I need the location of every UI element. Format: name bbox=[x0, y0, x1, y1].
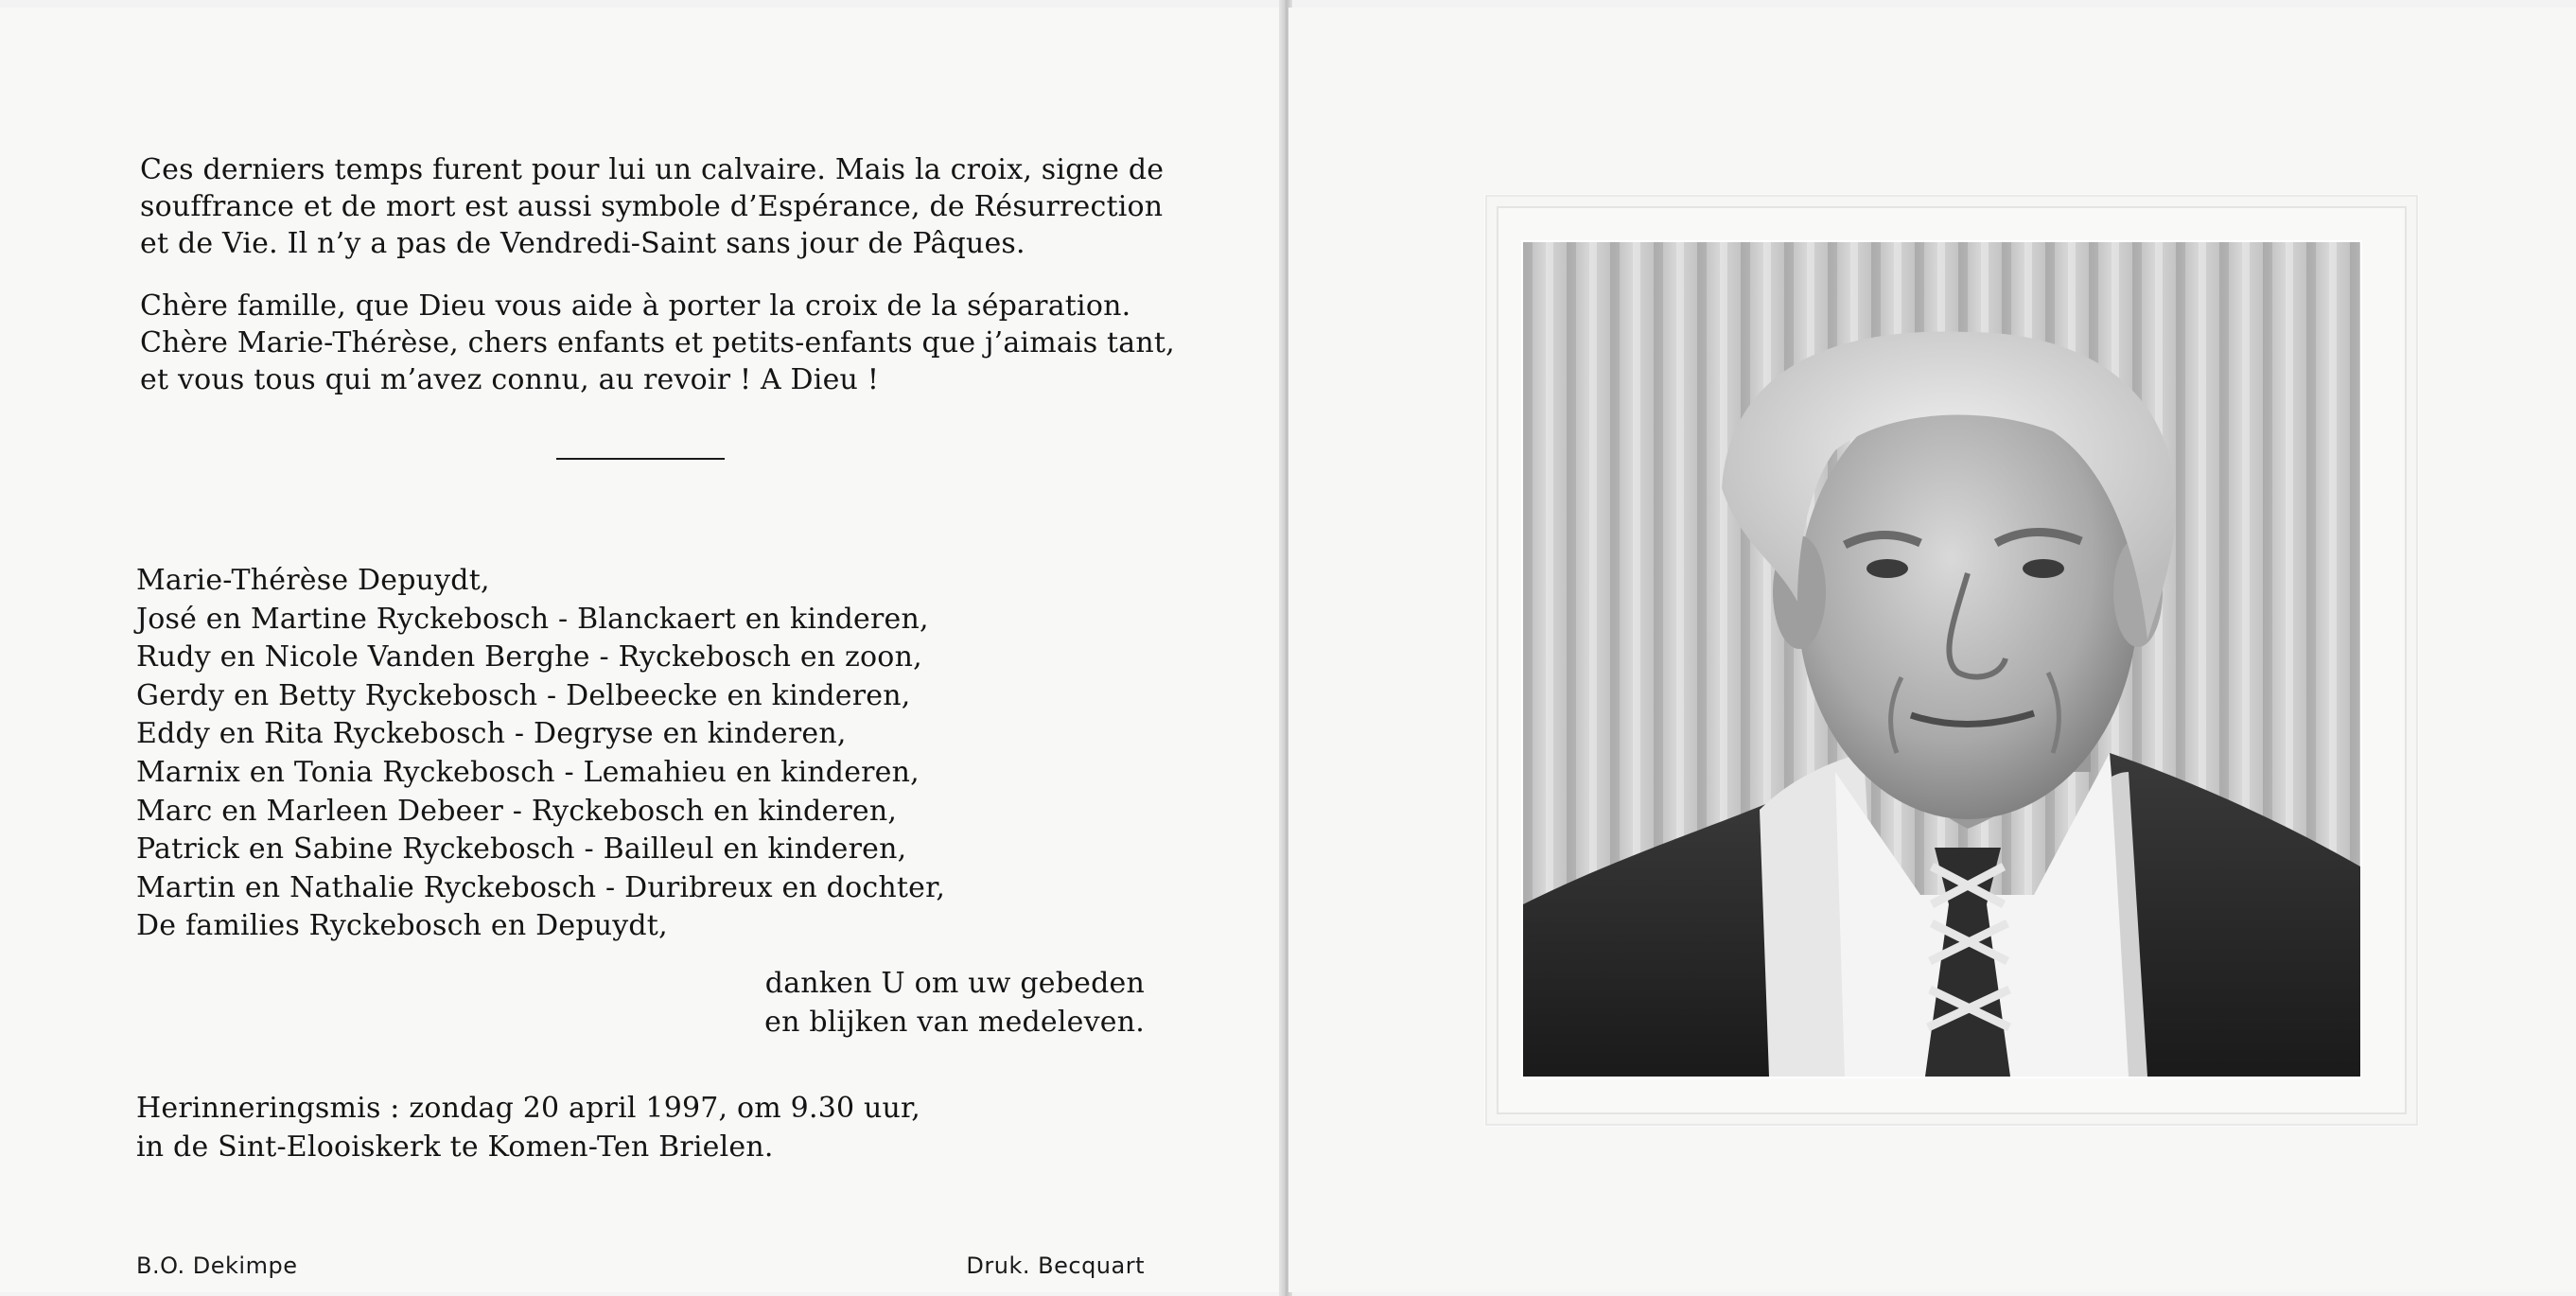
signer-line: De families Ryckebosch en Depuydt, bbox=[136, 909, 668, 943]
portrait-photo bbox=[1523, 242, 2360, 1077]
signer-line: Marie-Thérèse Depuydt, bbox=[136, 564, 490, 597]
paragraph1-line: Ces derniers temps furent pour lui un calvaire. Mais la croix, signe de bbox=[140, 153, 1165, 186]
signer-line: Gerdy en Betty Ryckebosch - Delbeecke en kinderen, bbox=[136, 678, 911, 712]
mass-line: in de Sint-Elooiskerk te Komen-Ten Brielen. bbox=[136, 1130, 774, 1164]
signers-list bbox=[136, 562, 945, 946]
signer-line: Eddy en Rita Ryckebosch - Degryse en kinderen, bbox=[136, 717, 847, 751]
portrait-image bbox=[1523, 242, 2360, 1077]
signer-line: Marc en Marleen Debeer - Ryckebosch en kinderen, bbox=[136, 794, 898, 828]
signer-line: Rudy en Nicole Vanden Berghe - Ryckebosch en zoon, bbox=[136, 640, 922, 674]
signer-line: Patrick en Sabine Ryckebosch - Bailleul en kinderen, bbox=[136, 832, 907, 867]
paragraph1-line: et de Vie. Il n’y a pas de Vendredi-Saint sans jour de Pâques. bbox=[140, 227, 1025, 260]
paragraph2-line: Chère famille, que Dieu vous aide à porter la croix de la séparation. bbox=[140, 289, 1131, 323]
farewell-paragraph bbox=[140, 288, 1175, 398]
footer-left-credit: B.O. Dekimpe bbox=[136, 1252, 298, 1279]
memorial-mass-info bbox=[136, 1089, 920, 1166]
intro-paragraph bbox=[140, 151, 1165, 262]
thanks-text bbox=[738, 964, 1145, 1042]
thanks-line: en blijken van medeleven. bbox=[764, 1006, 1145, 1039]
mass-line: Herinneringsmis : zondag 20 april 1997, om 9.30 uur, bbox=[136, 1092, 921, 1125]
separator-rule bbox=[556, 458, 725, 460]
paragraph1-line: souffrance et de mort est aussi symbole d’Espérance, de Résurrection bbox=[140, 190, 1164, 223]
thanks-line: danken U om uw gebeden bbox=[764, 967, 1145, 1000]
signer-line: Marnix en Tonia Ryckebosch - Lemahieu en kinderen, bbox=[136, 755, 920, 789]
footer-right-credit: Druk. Becquart bbox=[966, 1252, 1145, 1279]
signer-line: José en Martine Ryckebosch - Blanckaert en kinderen, bbox=[136, 602, 929, 636]
left-page bbox=[0, 8, 1283, 1292]
signer-line: Martin en Nathalie Ryckebosch - Duribreux en dochter, bbox=[136, 870, 946, 904]
paragraph2-line: et vous tous qui m’avez connu, au revoir ! A Dieu ! bbox=[140, 363, 880, 396]
paragraph2-line: Chère Marie-Thérèse, chers enfants et petits-enfants que j’aimais tant, bbox=[140, 326, 1175, 359]
